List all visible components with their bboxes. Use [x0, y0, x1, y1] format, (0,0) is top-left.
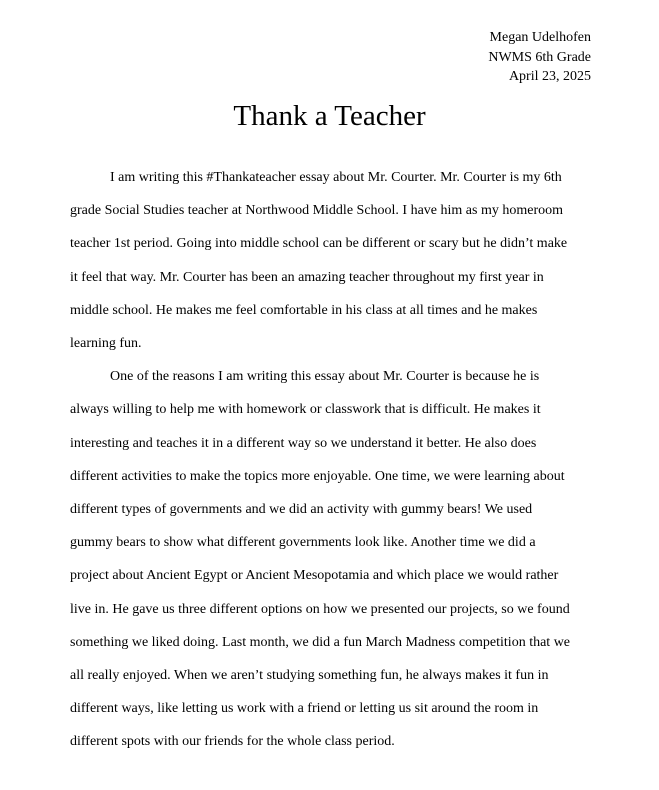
paragraph-line: something we liked doing. Last month, we did a fun March Madness competition that we — [70, 634, 571, 650]
essay-title: Thank a Teacher — [233, 100, 426, 132]
document-date: April 23, 2025 — [508, 69, 591, 84]
paragraph-line: grade Social Studies teacher at Northwood Middle School. I have him as my homeroom — [70, 203, 564, 219]
paragraph-1 — [70, 161, 600, 360]
paragraph-line: teacher 1st period. Going into middle school can be different or scary but he didn’t make — [70, 236, 568, 252]
paragraph-2 — [70, 360, 600, 758]
school-grade: NWMS 6th Grade — [488, 49, 591, 65]
paragraph-line: different activities to make the topics more enjoyable. One time, we were learning about — [70, 468, 565, 484]
header-block — [488, 28, 591, 87]
author-name: Megan Udelhofen — [489, 30, 591, 45]
paragraph-line: One of the reasons I am writing this essay about Mr. Courter is because he is — [110, 369, 540, 385]
essay-body — [70, 161, 600, 759]
paragraph-line: project about Ancient Egypt or Ancient Mesopotamia and which place we would rather — [70, 568, 559, 584]
paragraph-line: live in. He gave us three different options on how we presented our projects, so we found — [70, 601, 570, 617]
paragraph-line: different spots with our friends for the whole class period. — [70, 734, 395, 750]
paragraph-line: I am writing this #Thankateacher essay about Mr. Courter. Mr. Courter is my 6th — [110, 170, 562, 185]
paragraph-line: learning fun. — [70, 336, 142, 352]
paragraph-line: it feel that way. Mr. Courter has been an amazing teacher throughout my first year in — [70, 269, 544, 285]
paragraph-line: all really enjoyed. When we aren’t studying something fun, he always makes it fun in — [70, 668, 549, 684]
paragraph-line: middle school. He makes me feel comfortable in his class at all times and he makes — [70, 302, 538, 318]
paragraph-line: different types of governments and we did an activity with gummy bears! We used — [70, 502, 533, 518]
paragraph-line: gummy bears to show what different governments look like. Another time we did a — [70, 535, 536, 551]
paragraph-line: interesting and teaches it in a different way so we understand it better. He also does — [70, 435, 537, 451]
paragraph-line: different ways, like letting us work with a friend or letting us sit around the room in — [70, 701, 539, 717]
paragraph-line: always willing to help me with homework or classwork that is difficult. He makes it — [70, 402, 541, 418]
